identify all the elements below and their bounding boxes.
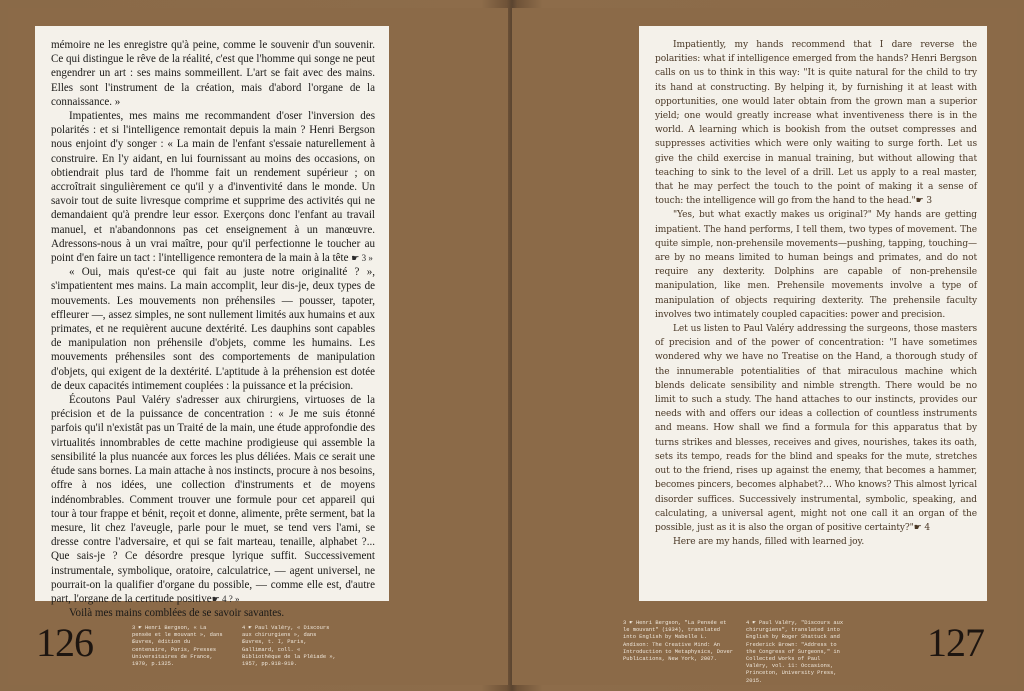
paragraph-text: Impatiently, my hands recommend that I dare reverse the polarities: what if intelligence emerged from the hands? Henri Bergson calls on us to think in this way: "It is quite natural for the child to try its hand at constructing. By helping it, by furnishing it at least with opportunities, one would later obtain from the grown man a superior yield; one would greatly increase what inventiveness there is in the world. A learning which is bookish from the outset compresses and suppresses activities which were only waiting to surge forth. Let us give the child exercise in manual training, but without allowing that teaching to sink to the level of a drill. Let us apply to a real master, that he may perfect the touch to the point of making it a sense of touch: the intelligence will go from the hand to the head." [655, 40, 977, 207]
paragraph-text: Impatientes, mes mains me recommandent d'oser l'inversion des polarités : et si l'intelligence remontait depuis la main ? Henri Bergson nous enjoint d'y songer : « La main de l'enfant s'essaie naturellement à construire. En l'y aidant, en lui fournissant au moins des occasions, on obtiendrait plus tard de l'homme fait un rendement supérieur ; on accroîtrait singulièrement ce qu'il y a d'inventivité dans le monde. Un savoir tout de suite livresque comprime et supprime des activités qui ne demandaient qu'à prendre leur essor. Exerçons donc l'enfant au travail manuel, et n'abandonnons pas cet enseignement à un manœuvre. Adressons-nous à un vrai maître, pour qu'il perfectionne le toucher au point d'en faire un tact : l'intelligence remontera de la main à la tête [51, 110, 375, 265]
footnote-marker: ☛ 3 » [351, 253, 373, 264]
footnote-marker: ☛ 4 [913, 522, 931, 533]
paragraph: mémoire ne les enregistre qu'à peine, comme le souvenir d'un souvenir. Ce qui distingue le rêve de la réalité, c'est que l'homme qui songe ne peut engendrer un art : ses mains sommeillent. L'art se fait avec des mains. Elles sont l'instrument de la création, mais d'abord l'organe de la connaissance. » [51, 39, 375, 108]
footnote-marker: ☛ 3 [915, 196, 932, 207]
left-page [8, 8, 508, 685]
paragraph: Voilà mes mains comblées de se savoir savantes. [69, 607, 285, 620]
paragraph-text: Écoutons Paul Valéry s'adresser aux chirurgiens, virtuoses de la précision et de la puissance de concentration : « Je me suis étonné parfois qu'il n'existât pas un Traité de la main, une étude approfondie des virtualités innombrables de cette machine prodigieuse qui assemble la sensibilité la plus nuancée aux forces les plus déliées. Mais ce serait une étude sans bornes. La main attache à nos instincts, procure à nos besoins, offre à nos idées, une collection d'instruments et de moyens indénombrables. Comment trouver une formule pour cet appareil qui tour à tour frappe et bénit, reçoit et donne, alimente, prête serment, bat la mesure, lit chez l'aveugle, parle pour le muet, se tend vers l'ami, se dresse contre l'adversaire, et qui se fait marteau, tenaille, alphabet ?... Que sais-je ? Ce désordre presque lyrique suffit. Successivement instrumentale, symbolique, oratoire, calculatrice, — agent universel, ne pourrait-on la qualifier d'organe du possible, — comme elle est, d'autre part, l'organe de la certitude positive [51, 394, 375, 605]
right-page [512, 8, 1017, 685]
left-text-panel [35, 26, 389, 620]
footnote-marker: ☛ 4 ? » [211, 593, 240, 604]
english-text-block [655, 38, 977, 549]
right-text-panel [639, 26, 987, 601]
paragraph: Here are my hands, filled with learned joy. [673, 537, 865, 548]
paragraph [655, 322, 977, 535]
paragraph: "Yes, but what exactly makes us original?" My hands are getting impatient. The hand performs, I tell them, two types of movement. The quite simple, non-prehensile movements—pushing, tapping, touching—are by no means limited to human beings and primates, and do not require any dexterity. Dolphins are capable of non-prehensile manipulation, like men. Prehensile movements involve a type of manipulation of objects requiring dexterity. The prehensile faculty involves two intimately coupled capacities: power and precision. [655, 210, 977, 320]
paragraph-text: Let us listen to Paul Valéry addressing the surgeons, those masters of precision and of the power of concentration: "I have sometimes wondered why we have no Treatise on the Hand, a thorough study of the innumerable potentialities of that miraculous machine which blends delicate sensibility and nimble strength. There would be no limit to such a study. The hand attaches to our instincts, provides our needs with and offers our ideas a collection of countless instruments and means. How shall we find a formula for this apparatus that by turns strikes and blesses, receives and gives, nourishes, takes its oath, sets its tempo, reads for the blind and speaks for the mute, stretches out to the friend, rises up against the enemy, that becomes a hammer, becomes pincers, becomes alphabet?… Who knows? This almost lyrical disorder suffices. Successively instrumental, symbolic, speaking, and calculating, a universal agent, might not one call it an organ of the possible, just as it is also the organ of positive certainty?" [655, 324, 977, 533]
paragraph [655, 38, 977, 208]
footnote: 3 ☛ Henri Bergson, "La Pensée et le mouvant" (1934), translated into English by Mabelle L. Andison: The Creative Mind: An Introduction to Metaphysics, Dover Publications, New York, 2007. [623, 620, 733, 663]
page-number: 126 [36, 620, 93, 665]
paragraph [51, 393, 375, 606]
page-number: 127 [927, 620, 984, 665]
french-text-block [51, 38, 375, 620]
paragraph [51, 109, 375, 265]
footnote: 4 ☛ Paul Valéry, « Discours aux chirurgiens », dans Œuvres, t. I, Paris, Gallimard, coll. « Bibliothèque de la Pléiade », 1957, pp.918-919. [242, 625, 336, 668]
paragraph: « Oui, mais qu'est-ce qui fait au juste notre originalité ? », s'impatientent mes mains. La main accomplit, leur dis-je, deux types de mouvements. Les mouvements non préhensiles — pousser, tapoter, effleurer —, assez simples, ne sont nullement limités aux humains et aux primates, et ne requièrent aucune dextérité. Les dauphins sont capables de manipulation non préhensile d'objets, comme les humains. Les mouvements préhensiles sont des comportements de manipulation d'objets, qui exigent de la dextérité. L'aptitude à la préhension est dotée de deux capacités intimement couplées : la puissance et la précision. [51, 266, 375, 392]
footnote: 4 ☛ Paul Valéry, "Discours aux chirurgiens", translated into English by Roger Shattuck and Frederick Brown: "Address to the Congress of Surgeons," in Collected Works of Paul Valéry, vol. 11: Occasions, Princeton, University Press, 2015. [746, 620, 844, 684]
footnote: 3 ☛ Henri Bergson, « La pensée et le mouvant », dans Œuvres, édition du centenaire, Paris, Presses Universitaires de France, 1970, p.1325. [132, 625, 223, 668]
